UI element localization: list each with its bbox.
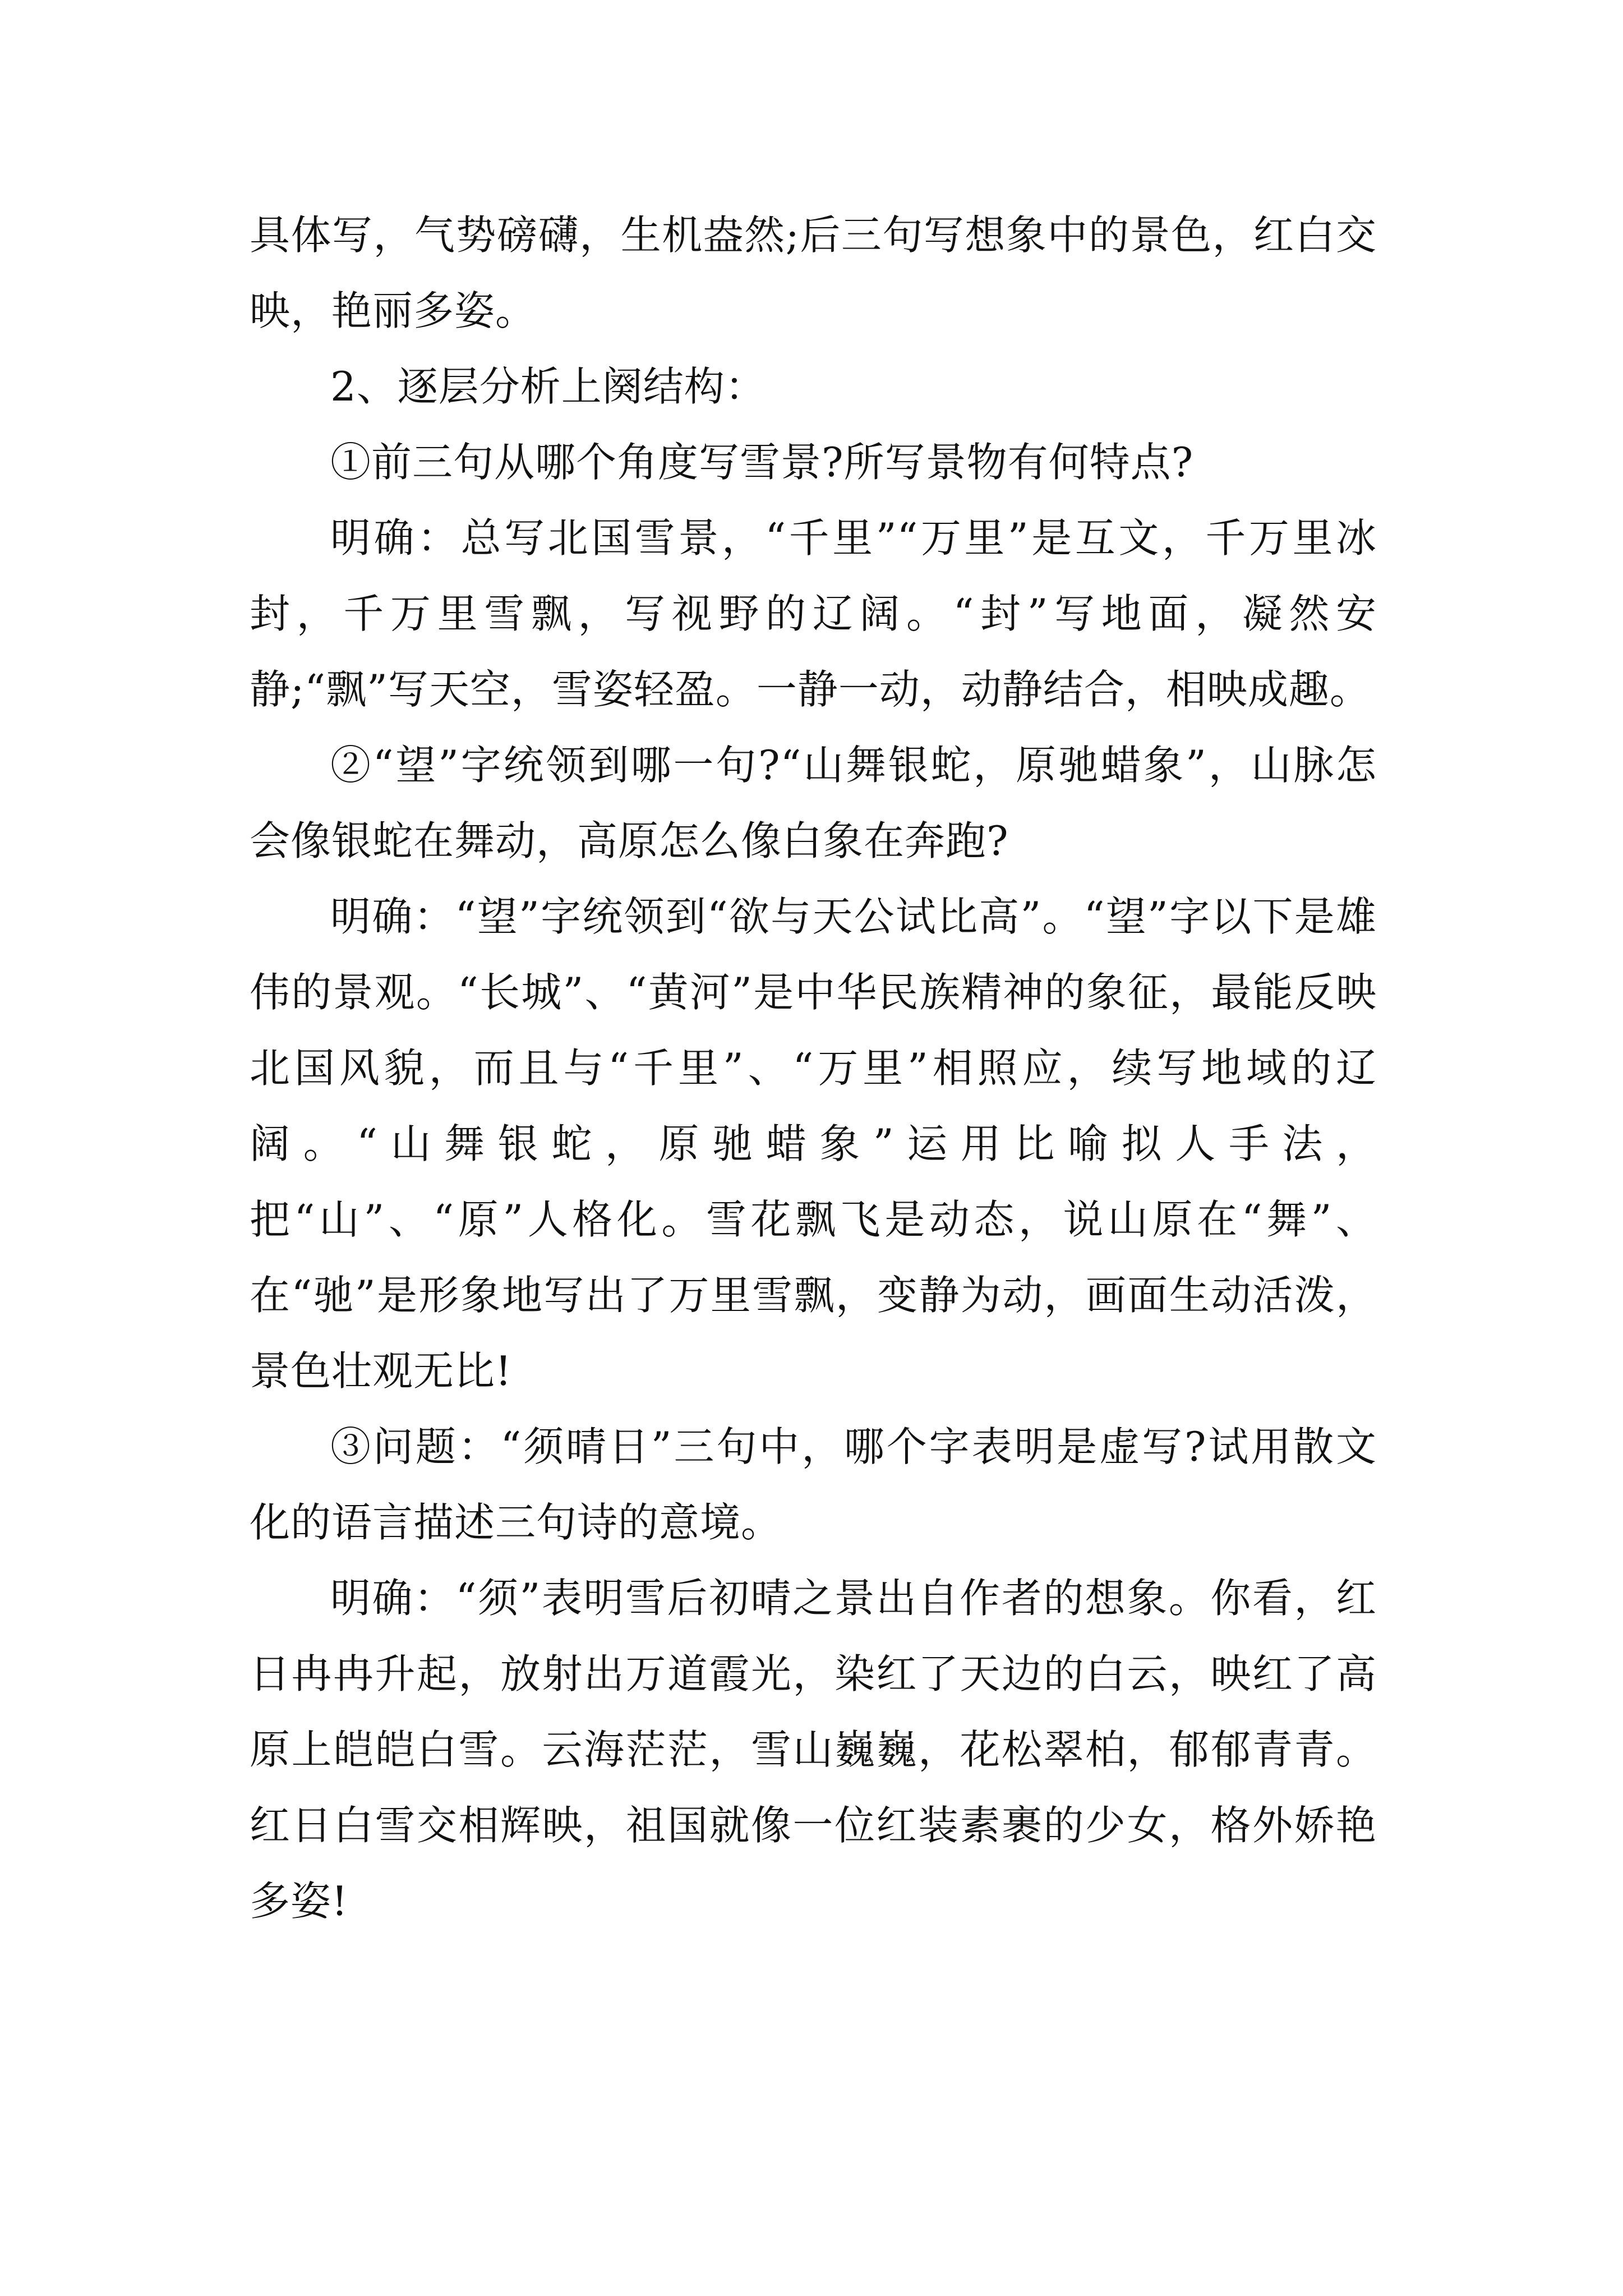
paragraph-question-2: ②“望”字统领到哪一句?“山舞银蛇，原驰蜡象”，山脉怎会像银蛇在舞动，高原怎么像白象在奔跑?: [250, 742, 1377, 864]
paragraph-answer-1: 明确：总写北国雪景，“千里”“万里”是互文，千万里冰封，千万里雪飘，写视野的辽阔。“封”写地面，凝然安静;“飘”写天空，雪姿轻盈。一静一动，动静结合，相映成趣。: [250, 514, 1377, 713]
paragraph-answer-2: 明确：“望”字统领到“欲与天公试比高”。“望”字以下是雄伟的景观。“长城”、“黄河”是中华民族精神的象征，最能反映北国风貌，而且与“千里”、“万里”相照应，续写地域的辽阔。“山舞银蛇，原驰蜡象”运用比喻拟人手法，把“山”、“原”人格化。雪花飘飞是动态，说山原在“舞”、在“驰”是形象地写出了万里雪飘，变静为动，画面生动活泼，景色壮观无比!: [250, 893, 1377, 1395]
document-body: [250, 197, 1377, 1939]
paragraph-answer-3: 明确：“须”表明雪后初晴之景出自作者的想象。你看，红日冉冉升起，放射出万道霞光，染红了天边的白云，映红了高原上皑皑白雪。云海茫茫，雪山巍巍，花松翠柏，郁郁青青。红日白雪交相辉映，祖国就像一位红装素裹的少女，格外娇艳多姿!: [250, 1575, 1377, 1925]
paragraph-question-3: ③问题：“须晴日”三句中，哪个字表明是虚写?试用散文化的语言描述三句诗的意境。: [250, 1423, 1377, 1546]
paragraph-section-heading: 2、逐层分析上阕结构：: [330, 363, 766, 410]
paragraph-question-1: ①前三句从哪个角度写雪景?所写景物有何特点?: [330, 439, 1194, 486]
paragraph-continuation: 具体写，气势磅礴，生机盎然;后三句写想象中的景色，红白交映，艳丽多姿。: [250, 211, 1377, 334]
